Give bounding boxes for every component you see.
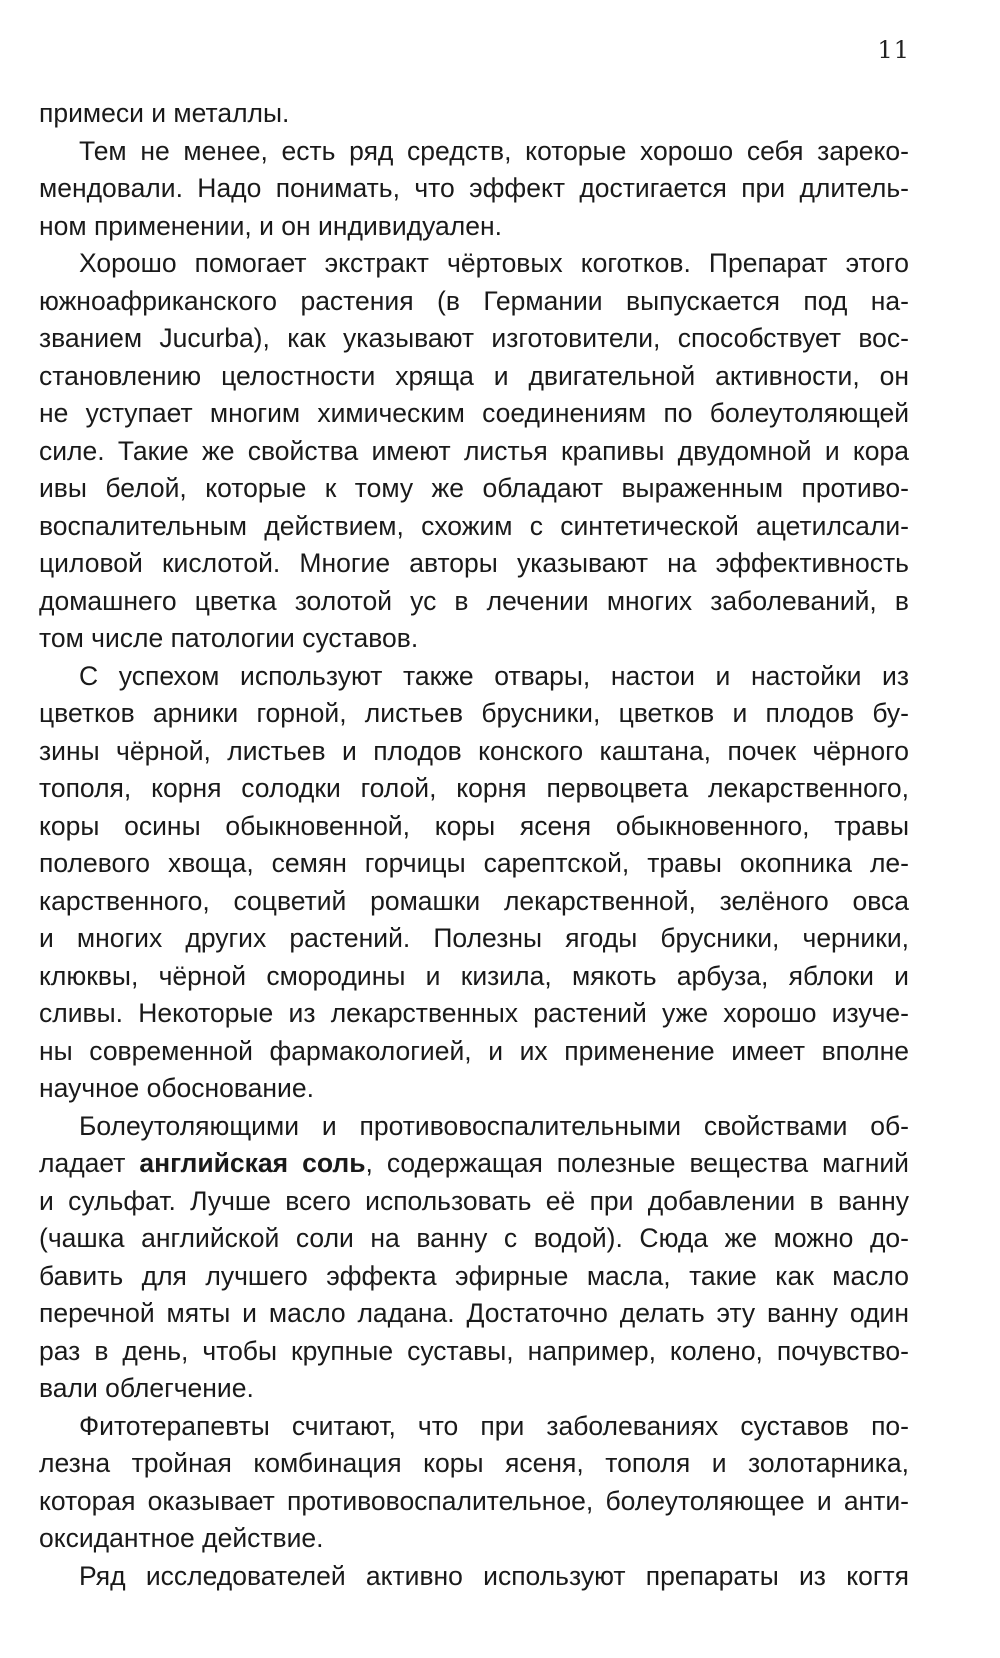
- text-line: Тем не менее, есть ряд средств, которые хорошо себя зареко-: [79, 135, 909, 166]
- text-line: сливы. Некоторые из лекарственных растений уже хорошо изуче-: [39, 998, 909, 1028]
- text-line: коры осины обыкновенной, коры ясеня обыкновенного, травы: [39, 810, 909, 841]
- text-line: примеси и металлы.: [39, 98, 290, 128]
- text-line: том числе патологии суставов.: [39, 623, 419, 653]
- paragraph: [39, 245, 909, 658]
- text-line: силе. Такие же свойства имеют листья крапивы двудомной и кора: [39, 435, 909, 466]
- text-line: и многих других растений. Полезны ягоды брусники, черники,: [39, 923, 909, 953]
- text-line: Фитотерапевты считают, что при заболеваниях суставов по-: [79, 1410, 909, 1441]
- text-line: (чашка английской соли на ванну с водой). Сюда же можно до-: [39, 1223, 909, 1253]
- paragraph: [39, 133, 909, 246]
- paragraph: [39, 1558, 909, 1596]
- text-line: званием Jucurba), как указывают изготовители, способствует вос-: [39, 323, 909, 353]
- text-line: перечной мяты и масло ладана. Достаточно делать эту ванну один: [39, 1298, 909, 1328]
- text-line: полевого хвоща, семян горчицы сарептской, травы окопника ле-: [39, 848, 909, 878]
- text-line: Ряд исследователей активно используют препараты из когтя: [79, 1560, 909, 1591]
- text-line: раз в день, чтобы крупные суставы, например, колено, почувство-: [39, 1335, 909, 1366]
- text-line: ивы белой, которые к тому же обладают выраженным противо-: [39, 473, 909, 503]
- text-line: южноафриканского растения (в Германии выпускается под на-: [39, 285, 909, 316]
- text-line: воспалительным действием, схожим с синтетической ацетилсали-: [39, 510, 909, 541]
- body-text: [39, 95, 909, 1595]
- text-line: Болеутоляющими и противовоспалительными свойствами об-: [79, 1110, 909, 1141]
- text-line: бавить для лучшего эффекта эфирные масла, такие как масло: [39, 1260, 909, 1291]
- text-line: Хорошо помогает экстракт чёртовых коготков. Препарат этого: [79, 248, 909, 278]
- paragraph: [39, 658, 909, 1108]
- paragraph: [39, 1408, 909, 1558]
- text-segment: , содержащая полезные вещества магний: [365, 1148, 909, 1178]
- text-line: и сульфат. Лучше всего использовать её при добавлении в ванну: [39, 1185, 909, 1216]
- text-segment: ладает: [39, 1148, 140, 1178]
- text-line: вали облегчение.: [39, 1373, 254, 1403]
- text-line: циловой кислотой. Многие авторы указывают на эффективность: [39, 548, 909, 578]
- text-line: становлению целостности хряща и двигательной активности, он: [39, 360, 909, 391]
- paragraph: [39, 95, 909, 133]
- text-line: мендовали. Надо понимать, что эффект достигается при длитель-: [39, 173, 909, 203]
- text-line: цветков арники горной, листьев брусники, цветков и плодов бу-: [39, 698, 909, 728]
- text-line: ном применении, и он индивидуален.: [39, 210, 502, 241]
- text-line: лезна тройная комбинация коры ясеня, тополя и золотарника,: [39, 1448, 909, 1478]
- text-line: домашнего цветка золотой ус в лечении многих заболеваний, в: [39, 585, 909, 616]
- text-line: тополя, корня солодки голой, корня первоцвета лекарственного,: [39, 773, 909, 803]
- text-line: [39, 1145, 909, 1183]
- paragraph: [39, 1108, 909, 1408]
- page-number: 11: [877, 36, 910, 64]
- text-line: не уступает многим химическим соединениям по болеутоляющей: [39, 398, 909, 428]
- bold-term: английская соль: [139, 1148, 366, 1178]
- text-line: ны современной фармакологией, и их применение имеет вполне: [39, 1035, 909, 1066]
- text-line: клюквы, чёрной смородины и кизила, мякоть арбуза, яблоки и: [39, 960, 909, 991]
- text-line: которая оказывает противовоспалительное, болеутоляющее и анти-: [39, 1485, 909, 1516]
- text-line: С успехом используют также отвары, настои и настойки из: [79, 660, 909, 691]
- text-line: оксидантное действие.: [39, 1523, 324, 1553]
- text-line: научное обоснование.: [39, 1073, 314, 1103]
- text-line: зины чёрной, листьев и плодов конского каштана, почек чёрного: [39, 735, 909, 766]
- text-line: карственного, соцветий ромашки лекарственной, зелёного овса: [39, 885, 909, 916]
